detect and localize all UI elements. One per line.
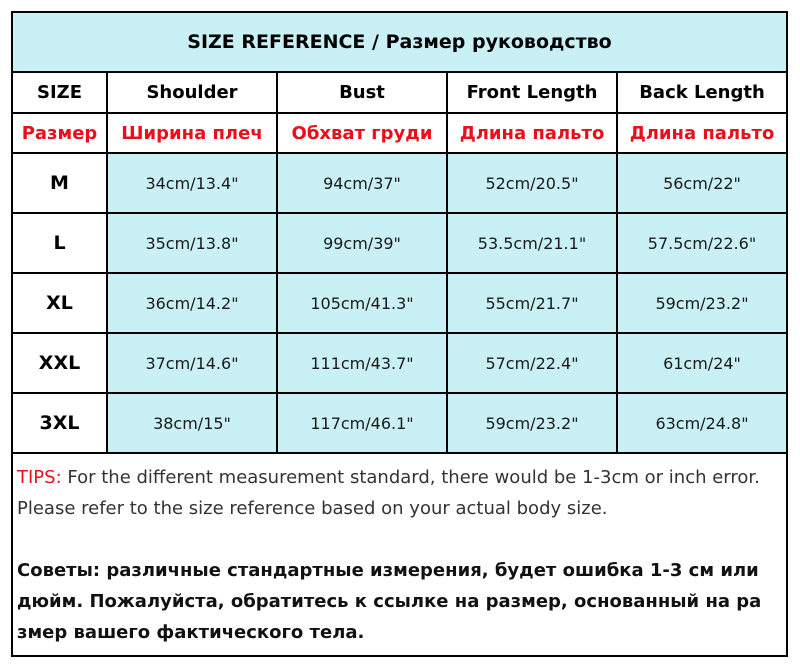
shoulder-cell: 36cm/14.2" [107,273,277,333]
table-row [13,213,786,273]
shoulder-cell: 37cm/14.6" [107,333,277,393]
header-back-length-ru: Длина пальто [617,113,786,153]
size-table [13,73,786,454]
tips-russian: Советы: различные стандартные измерения, будет ошибка 1-3 см или дюйм. Пожалуйста, обратитесь к ссылке на размер, основанный на ра змер вашего фактического тела. [17,560,762,643]
back-length-cell: 59cm/23.2" [617,273,786,333]
back-length-cell: 63cm/24.8" [617,393,786,453]
shoulder-cell: 38cm/15" [107,393,277,453]
header-bust-ru: Обхват груди [277,113,447,153]
table-row [13,153,786,213]
front-length-cell: 53.5cm/21.1" [447,213,617,273]
header-shoulder-ru: Ширина плеч [107,113,277,153]
size-cell: L [13,213,107,273]
front-length-cell: 52cm/20.5" [447,153,617,213]
header-front-length: Front Length [447,73,617,113]
bust-cell: 105cm/41.3" [277,273,447,333]
bust-cell: 94cm/37" [277,153,447,213]
size-cell: XXL [13,333,107,393]
bust-cell: 117cm/46.1" [277,393,447,453]
header-row-ru [13,113,786,153]
back-length-cell: 61cm/24" [617,333,786,393]
header-size: SIZE [13,73,107,113]
front-length-cell: 57cm/22.4" [447,333,617,393]
size-cell: XL [13,273,107,333]
notes-section [17,462,785,652]
header-front-length-ru: Длина пальто [447,113,617,153]
tips-label: TIPS: [17,467,62,488]
header-back-length: Back Length [617,73,786,113]
header-bust: Bust [277,73,447,113]
header-size-ru: Размер [13,113,107,153]
table-row [13,273,786,333]
shoulder-cell: 35cm/13.8" [107,213,277,273]
back-length-cell: 56cm/22" [617,153,786,213]
chart-title: SIZE REFERENCE / Размер руководство [13,13,786,73]
front-length-cell: 55cm/21.7" [447,273,617,333]
front-length-cell: 59cm/23.2" [447,393,617,453]
size-cell: 3XL [13,393,107,453]
header-shoulder: Shoulder [107,73,277,113]
tips-text: For the different measurement standard, there would be 1-3cm or inch error. Please refer to the size reference based on your actual body size. [17,467,760,519]
header-row-en [13,73,786,113]
table-row [13,333,786,393]
size-cell: M [13,153,107,213]
tips-paragraph [17,462,785,524]
table-row [13,393,786,453]
bust-cell: 99cm/39" [277,213,447,273]
shoulder-cell: 34cm/13.4" [107,153,277,213]
back-length-cell: 57.5cm/22.6" [617,213,786,273]
bust-cell: 111cm/43.7" [277,333,447,393]
